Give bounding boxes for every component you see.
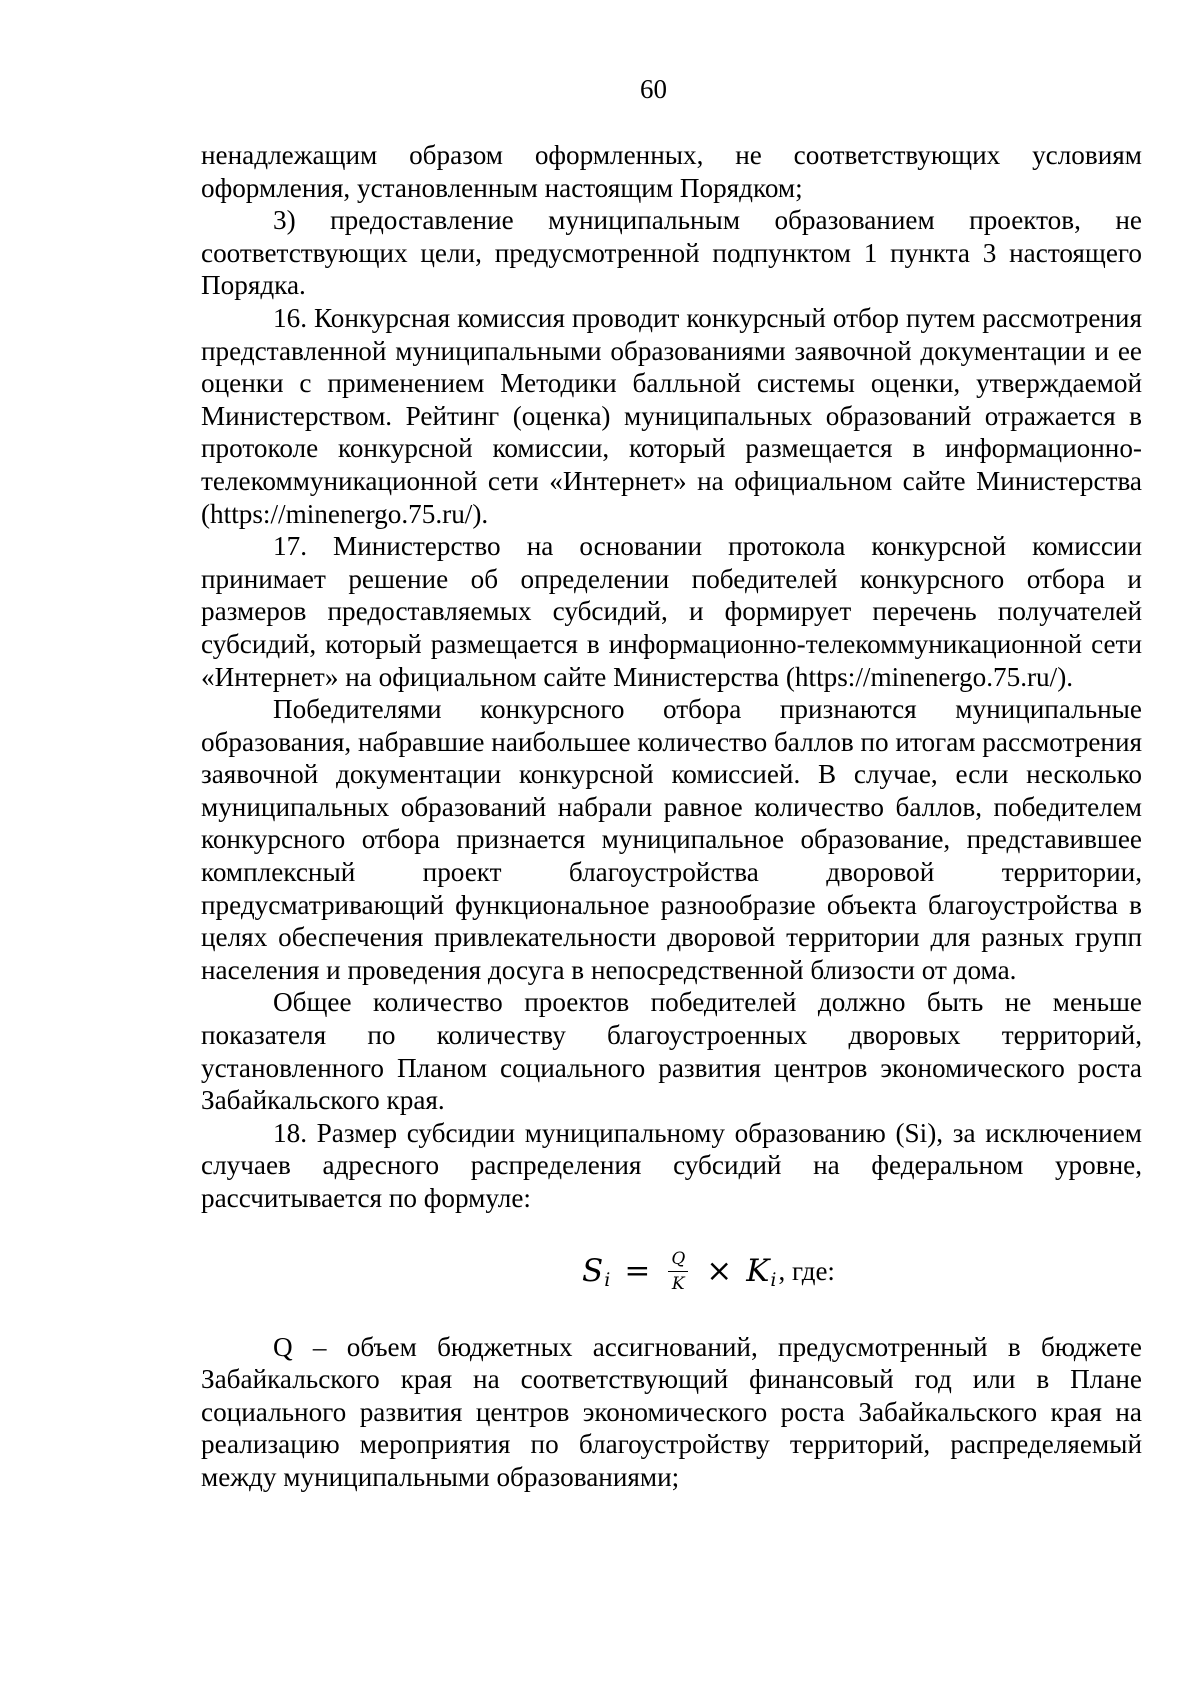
subsidy-formula bbox=[201, 1237, 1142, 1307]
formula-lhs: S bbox=[582, 1253, 604, 1290]
page-number: 60 bbox=[640, 74, 667, 104]
paragraph: 16. Конкурсная комиссия проводит конкурсный отбор путем рассмотрения представленной муниципальными образованиями заявочной документации и ее оценки с применением Методики балльной системы оценки, утверждаемой Министерством. Рейтинг (оценка) муниципальных образований отражается в протоколе конкурсной комиссии, который размещается в информационно-телекоммуникационной сети «Интернет» на официальном сайте Министерства (https://minenergo.75.ru/). bbox=[201, 302, 1142, 529]
paragraph: Q – объем бюджетных ассигнований, предусмотренный в бюджете Забайкальского края на соответствующий финансовый год или в Плане социального развития центров экономического роста Забайкальского края на реализацию мероприятия по благоустройству территорий, распределяемый между муниципальными образованиями; bbox=[201, 1331, 1142, 1492]
paragraph: 3) предоставление муниципальным образованием проектов, не соответствующих цели, предусмотренной подпунктом 1 пункта 3 настоящего Порядка. bbox=[201, 205, 1142, 301]
paragraph: Общее количество проектов победителей должно быть не меньше показателя по количеству благоустроенных дворовых территорий, установленного Планом социального развития центров экономического роста Забайкальского края. bbox=[201, 987, 1142, 1116]
paragraph: ненадлежащим образом оформленных, не соответствующих условиям оформления, установленным настоящим Порядком; bbox=[201, 140, 1142, 203]
formula-expression bbox=[582, 1249, 776, 1294]
formula-tail: , где: bbox=[778, 1256, 835, 1287]
formula-equals: = bbox=[624, 1253, 651, 1290]
formula-factor-subscript: i bbox=[770, 1269, 777, 1292]
document-body bbox=[201, 139, 1142, 1494]
formula-times: × bbox=[706, 1253, 733, 1290]
formula-denominator: K bbox=[671, 1274, 685, 1295]
formula-numerator: Q bbox=[668, 1249, 688, 1272]
formula-lhs-subscript: i bbox=[604, 1269, 611, 1292]
paragraph: 18. Размер субсидии муниципальному образованию (Si), за исключением случаев адресного распределения субсидий на федеральном уровне, рассчитывается по формуле: bbox=[201, 1117, 1142, 1213]
paragraph: 17. Министерство на основании протокола конкурсной комиссии принимает решение об определении победителей конкурсного отбора и размеров предоставляемых субсидий, и формирует перечень получателей субсидий, который размещается в информационно-телекоммуникационной сети «Интернет» на официальном сайте Министерства (https://minenergo.75.ru/). bbox=[201, 531, 1142, 692]
formula-factor: K bbox=[746, 1253, 770, 1290]
paragraph: Победителями конкурсного отбора признаются муниципальные образования, набравшие наибольшее количество баллов по итогам рассмотрения заявочной документации конкурсной комиссией. В случае, если несколько муниципальных образований набрали равное количество баллов, победителем конкурсного отбора признается муниципальное образование, представившее комплексный проект благоустройства дворовой территории, предусматривающий функциональное разнообразие объекта благоустройства в целях обеспечения привлекательности дворовой территории для разных групп населения и проведения досуга в непосредственной близости от дома. bbox=[201, 694, 1142, 985]
formula-fraction bbox=[668, 1249, 688, 1294]
